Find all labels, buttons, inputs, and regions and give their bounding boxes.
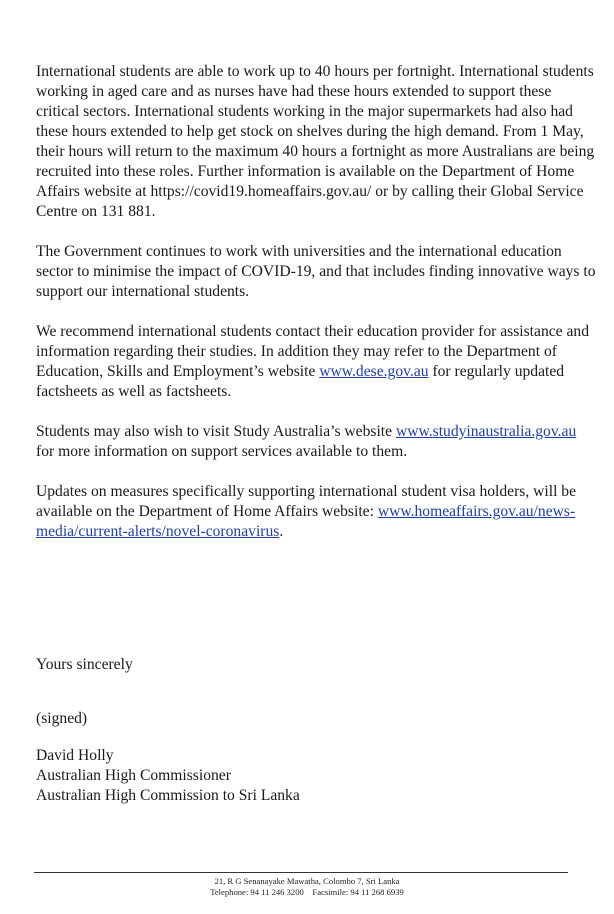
paragraph-text: International students are able to work up to 40 hours per fortnight. International students working in aged care and as nurses have had these hours extended to support these critical sectors. International students working in the major supermarkets had also had these hours extended to help get stock on shelves during the high demand. From 1 May, their hours will return to the maximum 40 hours a fortnight as more Australians are being recruited into these roles. Further information is available on the Department of Home Affairs website at https://covid19.homeaffairs.gov.au/ or by calling their Global Service Centre on 131 881. [36, 63, 595, 220]
studyinaustralia-link[interactable]: www.studyinaustralia.gov.au [395, 423, 577, 440]
footer-address: 21, R G Senanayake Mawatha, Colombo 7, Sri Lanka [214, 876, 400, 886]
paragraph-government-support [36, 242, 596, 302]
paragraph-text: We recommend international students contact their education provider for assistance and information regarding their studies. In addition they may refer to the Department of Education, Skills and Employment’s website [36, 323, 589, 380]
paragraph-work-hours [36, 62, 596, 222]
paragraph-study-australia [36, 422, 596, 462]
paragraph-text: for more information on support services available to them. [36, 443, 408, 460]
dese-link[interactable]: www.dese.gov.au [319, 363, 429, 380]
signatory-title: Australian High Commissioner [36, 767, 231, 784]
paragraph-text: Updates on measures specifically supporting international student visa holders, will be available on the Department of Home Affairs website: [36, 483, 577, 520]
closing-salutation: Yours sincerely [36, 656, 133, 673]
footer-contact [0, 887, 614, 898]
paragraph-text: . [279, 523, 284, 540]
paragraph-text: for regularly updated factsheets as well as factsheets. [36, 363, 565, 400]
paragraph-visa-updates [36, 482, 596, 542]
paragraph-education-provider [36, 322, 596, 402]
letter-body [36, 62, 596, 562]
telephone-label: Telephone: [210, 887, 249, 897]
signature-block [36, 746, 596, 806]
facsimile-label: Facsimile: [312, 887, 349, 897]
signed-note: (signed) [36, 710, 88, 727]
homeaffairs-link[interactable]: www.homeaffairs.gov.au/news-media/current-alerts/novel-coronavirus [36, 503, 576, 540]
paragraph-text: Students may also wish to visit Study Australia’s website [36, 423, 396, 440]
paragraph-text: The Government continues to work with universities and the international education sector to minimise the impact of COVID-19, and that includes finding innovative ways to support our international students. [36, 243, 596, 300]
signatory-organization: Australian High Commission to Sri Lanka [36, 787, 300, 804]
facsimile-number: 94 11 268 6939 [350, 887, 404, 897]
signatory-name: David Holly [36, 747, 114, 764]
telephone-number: 94 11 246 3200 [250, 887, 304, 897]
footer-divider [34, 872, 568, 873]
letterhead-footer [0, 876, 614, 898]
